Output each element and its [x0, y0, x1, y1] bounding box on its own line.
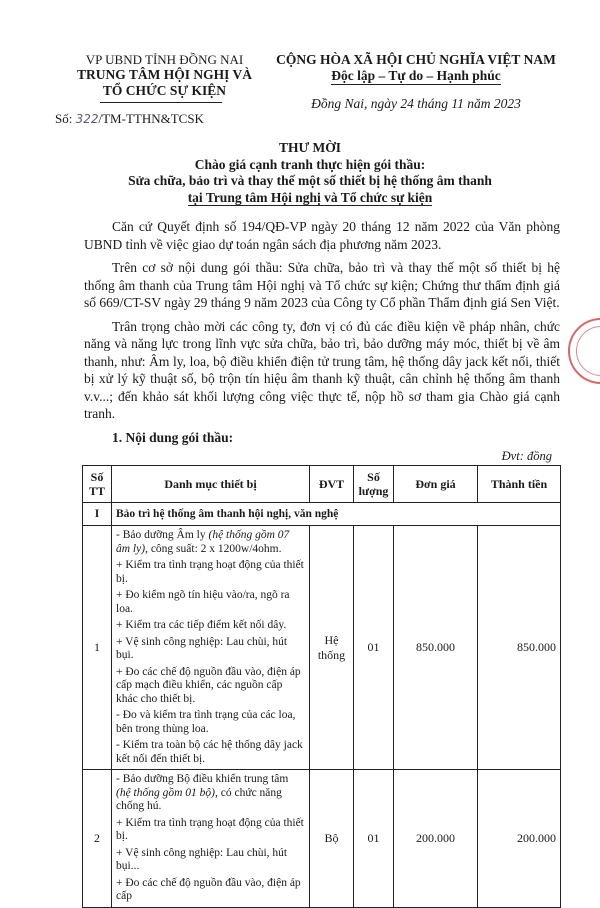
row-desc-line: - Đo và kiểm tra tình trạng của các loa, bên trong thùng loa. [116, 709, 296, 735]
desc-head-tail: , có chức năng chống hú. [116, 786, 282, 812]
row-total: 200.000 [478, 770, 561, 908]
title-line4-text: tại Trung tâm Hội nghị và Tổ chức sự kiện [187, 189, 433, 205]
row-description [112, 526, 310, 770]
col-header-no [83, 466, 112, 503]
col-header-item: Danh mục thiết bị [112, 466, 310, 503]
desc-head-tail: , công suất: 2 x 1200w/4ohm. [145, 542, 282, 555]
col-header-qty [354, 466, 394, 503]
doc-no-handwritten: 322 [75, 112, 99, 126]
row-unit: Bộ [310, 770, 354, 908]
org-underline [100, 102, 222, 103]
col-header-no-l1: Số [90, 470, 104, 484]
title-line1: THƯ MỜI [278, 140, 342, 155]
section-title: Bảo trì hệ thống âm thanh hội nghị, văn nghệ [112, 503, 561, 526]
row-qty: 01 [354, 770, 394, 908]
col-header-qty-l2: lượng [358, 484, 389, 498]
document-body [84, 218, 560, 446]
row-desc-line: + Kiểm tra tình trạng hoạt động của thiết bị. [116, 816, 304, 842]
paragraph-invitation: Trân trọng chào mời các công ty, đơn vị có đủ các điều kiện về pháp nhân, chức năng và năng lực trong lĩnh vực sửa chữa, bảo trì, bảo dưỡng máy móc, thiết bị về âm thanh, như: Âm ly, loa, bộ điều khiển điện tử trung tâm, hệ thống dây jack kết nối, thiết bị xử lý kỹ thuật số, bộ trộn tín hiệu âm thanh kỹ thuật, cân chỉnh hệ thống âm thanh v.v...; đến khảo sát khối lượng công việc thực tế, nộp hồ sơ tham gia Chào giá cạnh tranh. [84, 318, 560, 421]
row-desc-head [116, 773, 305, 814]
table-section-row [83, 503, 561, 526]
row-total: 850.000 [478, 526, 561, 770]
row-desc-line: + Đo các chế độ nguồn đầu vào, điện áp cấp mạch điều khiển, các nguồn cấp khác cho thiết bị. [116, 665, 301, 705]
row-unit-l1: Hệ [324, 632, 339, 647]
parent-organization: VP UBND TỈNH ĐỒNG NAI [85, 52, 244, 67]
row-desc-head [116, 529, 305, 556]
org-name-line2: TỔ CHỨC SỰ KIỆN [102, 83, 227, 98]
row-unit [310, 526, 354, 770]
title-line4 [60, 190, 560, 207]
table-header-row [83, 466, 561, 503]
paragraph-scope: Trên cơ sở nội dung gói thầu: Sửa chữa, bảo trì và thay thế một số thiết bị hệ thống âm thanh của Trung tâm Hội nghị và Tổ chức sự kiện; Chứng thư thẩm định giá số 669/CT-SV ngày 29 tháng 9 năm 2023 của Công ty Cổ phần Thẩm định giá Sen Việt. [84, 260, 560, 310]
desc-head-italic: (hệ thống gồm 07 âm ly) [116, 529, 290, 555]
row-unit-l2: thống [317, 647, 346, 662]
desc-head-italic: (hệ thống gồm 01 bộ) [116, 786, 216, 799]
row-desc-line: + Vệ sinh công nghiệp: Lau chùi, hút bụi. [116, 635, 288, 661]
row-desc-line: - Kiểm tra toàn bộ các hệ thống dây jack kết nối đến thiết bị. [116, 739, 303, 765]
doc-no-suffix: /TM-TTHN&TCSK [98, 111, 204, 126]
row-desc-line: + Kiểm tra các tiếp điểm kết nối dây. [116, 619, 287, 631]
col-header-total: Thành tiền [478, 466, 561, 503]
row-description [112, 770, 310, 908]
row-desc-line: + Vệ sinh công nghiệp: Lau chùi, hút bụi... [116, 846, 288, 872]
motto [270, 68, 562, 84]
row-desc-line: + Đo các chế độ nguồn đầu vào, điện áp cấp [116, 876, 301, 902]
col-header-qty-l1: Số [367, 470, 380, 484]
title-line2: Chào giá cạnh tranh thực hiện gói thầu: [194, 156, 426, 172]
nation-name: CỘNG HÒA XÃ HỘI CHỦ NGHĨA VIỆT NAM [276, 52, 556, 67]
row-price: 850.000 [394, 526, 478, 770]
col-header-no-l2: TT [88, 484, 105, 498]
red-seal-stamp-icon [568, 318, 600, 384]
desc-head-text: - Bảo dưỡng Bộ điều khiển trung tâm [116, 773, 289, 785]
doc-no-prefix: Số: [55, 111, 73, 126]
row-no: 2 [83, 770, 112, 908]
paragraph-legal-basis: Căn cứ Quyết định số 194/QĐ-VP ngày 20 tháng 12 năm 2022 của Văn phòng UBND tỉnh về việc giao dự toán ngân sách địa phương năm 2023. [84, 219, 560, 252]
section-heading: 1. Nội dung gói thầu: [112, 429, 234, 445]
row-no: 1 [83, 526, 112, 770]
table-row [83, 526, 561, 770]
motto-text: Độc lập – Tự do – Hạnh phúc [331, 68, 501, 83]
table-row [83, 770, 561, 908]
document-header [0, 52, 600, 132]
section-no: I [83, 503, 112, 526]
document-title [60, 140, 560, 206]
currency-unit-note: Đvt: đồng [501, 449, 552, 463]
document-number [55, 111, 204, 127]
row-desc-line: + Kiểm tra tình trạng hoạt động của thiết bị. [116, 559, 304, 585]
title-line3: Sửa chữa, bảo trì và thay thế một số thiết bị hệ thống âm thanh [128, 173, 492, 188]
place-date: Đồng Nai, ngày 24 tháng 11 năm 2023 [311, 96, 521, 111]
package-items-table [82, 465, 561, 908]
col-header-unit: ĐVT [310, 466, 354, 503]
org-name-line1: TRUNG TÂM HỘI NGHỊ VÀ [76, 67, 253, 82]
col-header-price: Đơn giá [394, 466, 478, 503]
desc-head-text: - Bảo dưỡng Âm ly [116, 529, 209, 541]
row-price: 200.000 [394, 770, 478, 908]
issuing-organization [62, 67, 267, 99]
row-desc-line: + Đo kiểm ngõ tín hiệu vào/ra, ngõ ra loa. [116, 589, 290, 615]
row-qty: 01 [354, 526, 394, 770]
